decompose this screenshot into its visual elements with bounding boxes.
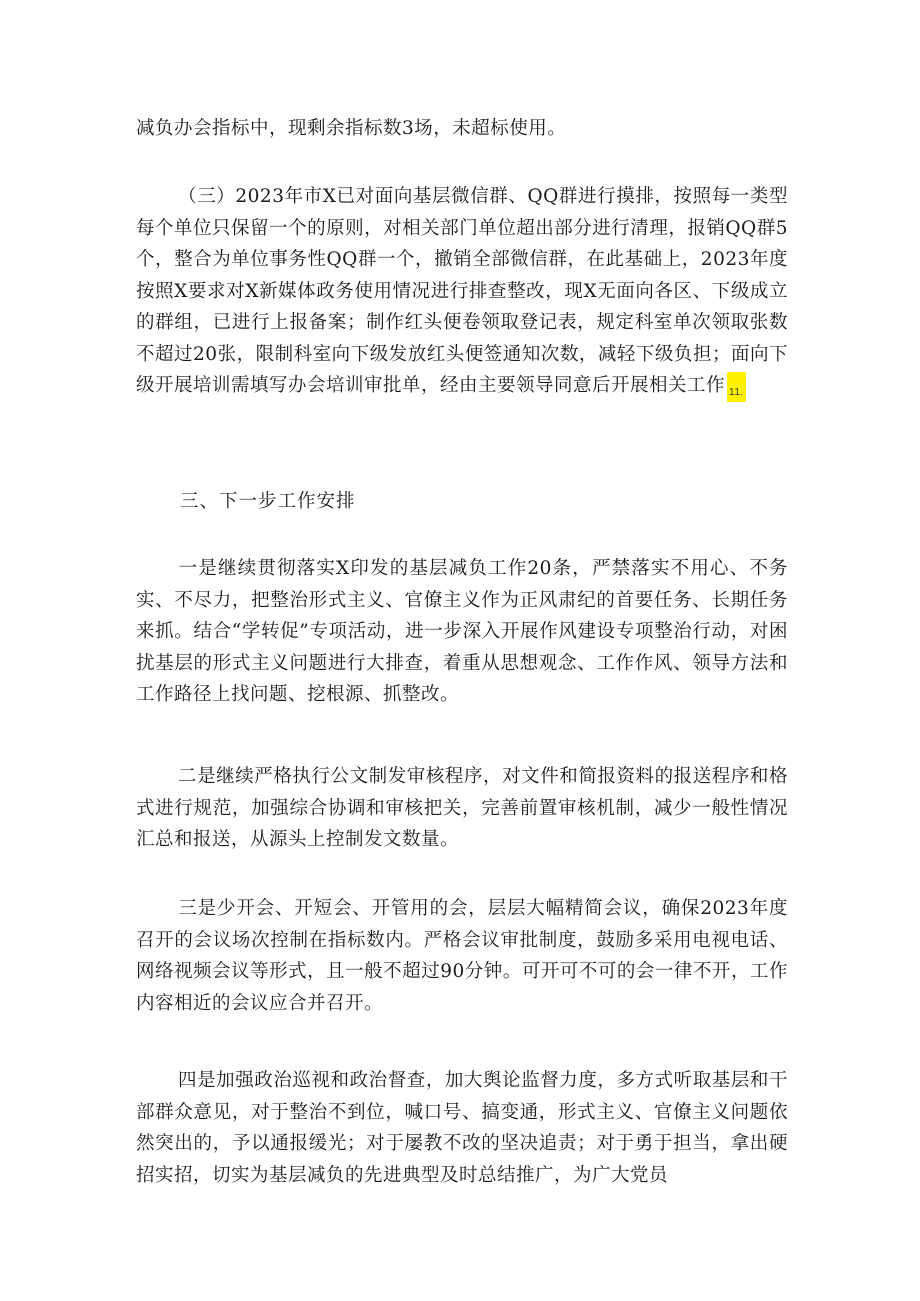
paragraph-item-one	[136, 553, 788, 711]
paragraph-item-four	[136, 1065, 788, 1191]
paragraph-text: 四是加强政治巡视和政治督查，加大舆论监督力度，多方式听取基层和干部群众意见，对于整治不到位，喊口号、搞变通，形式主义、官僚主义问题依然突出的，予以通报缓光；对于屡教不改的坚决追责；对于勇于担当，拿出硬招实招，切实为基层减负的先进典型及时总结推广，为广大党员	[136, 1070, 788, 1186]
paragraph-text: 一是继续贯彻落实X印发的基层减负工作20条，严禁落实不用心、不务实、不尽力，把整治形式主义、官僚主义作为正风肃纪的首要任务、长期任务来抓。结合“学转促”专项活动，进一步深入开展作风建设专项整治行动，对困扰基层的形式主义问题进行大排查，着重从思想观念、工作作风、领导方法和工作路径上找问题、挖根源、抓整改。	[136, 558, 788, 705]
paragraph-item-two	[136, 761, 788, 856]
paragraph-text: （三）2023年市X已对面向基层微信群、QQ群进行摸排，按照每一类型每个单位只保留一个的原则，对相关部门单位超出部分进行清理，报销QQ群5个，整合为单位事务性QQ群一个，撤销全部微信群，在此基础上，2023年度按照X要求对X新媒体政务使用情况进行排查整改，现X无面向各区、下级成立的群组，已进行上报备案；制作红头便卷领取登记表，规定科室单次领取张数不超过20张，限制科室向下级发放红头便签通知次数，减轻下级负担；面向下级开展培训需填写办会培训审批单，经由主要领导同意后开展相关工作	[136, 186, 788, 396]
paragraph-section-three	[136, 181, 788, 402]
highlight-marker: 11.	[727, 372, 746, 402]
section-heading: 三、下一步工作安排	[180, 491, 356, 512]
paragraph-item-three	[136, 893, 788, 1019]
paragraph-continuation	[136, 113, 788, 145]
paragraph-text: 三是少开会、开短会、开管用的会，层层大幅精简会议，确保2023年度召开的会议场次控制在指标数内。严格会议审批制度，鼓励多采用电视电话、网络视频会议等形式，且一般不超过90分钟。可开可不可的会一律不开，工作内容相近的会议应合并召开。	[136, 898, 788, 1014]
paragraph-text: 二是继续严格执行公文制发审核程序，对文件和简报资料的报送程序和格式进行规范，加强综合协调和审核把关，完善前置审核机制，减少一般性情况汇总和报送，从源头上控制发文数量。	[136, 766, 788, 850]
paragraph-text: 减负办会指标中，现剩余指标数3场，未超标使用。	[136, 118, 567, 139]
